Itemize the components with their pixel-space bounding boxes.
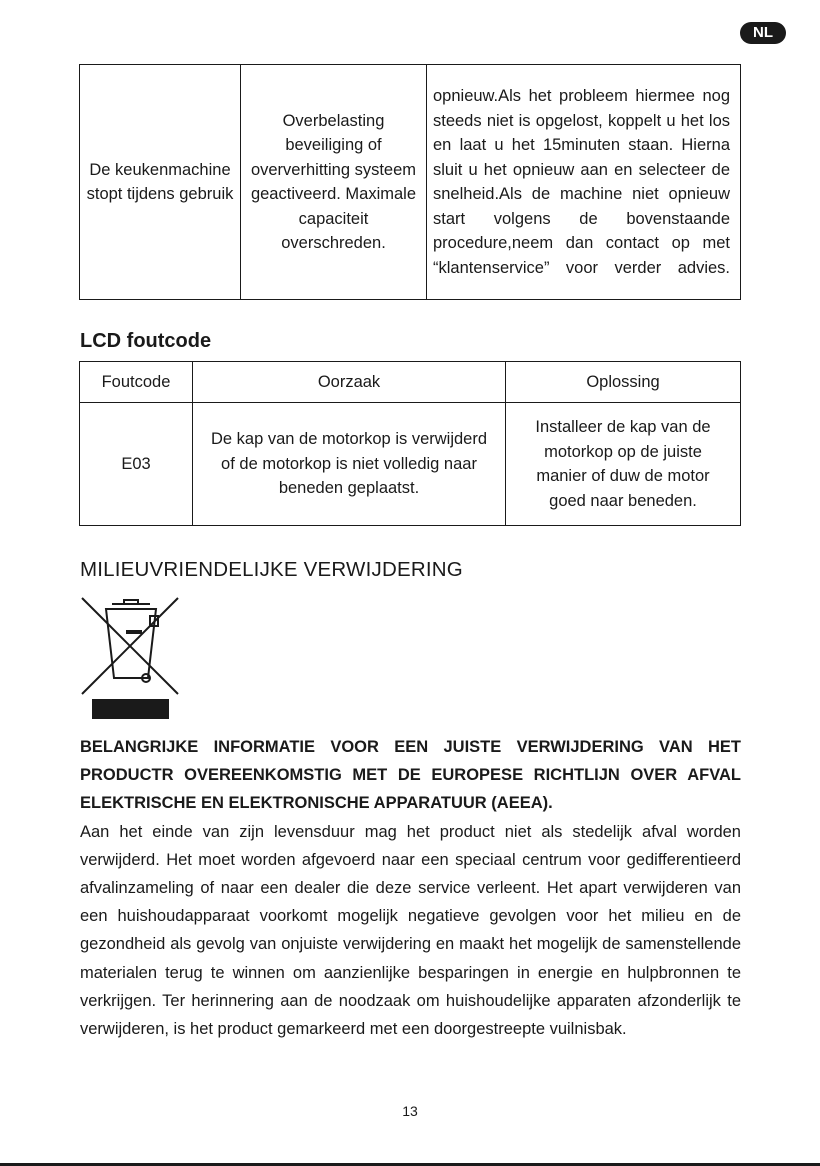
disposal-paragraph: Aan het einde van zijn levensduur mag het product niet als stedelijk afval worden verwijderd. Het moet worden afgevoerd naar een speciaal centrum voor gedifferentieerd afvalinzameling of naar een dealer die deze service verleent. Het apart verwijderen van een huishoudapparaat voorkomt mogelijk negatieve gevolgen voor het milieu en de gezondheid als gevolg van onjuiste verwijdering en maakt het mogelijk de samenstellende materialen terug te winnen om aanzienlijke besparingen in energie en hulpbronnen te verkrijgen. Ter herinnering aan de noodzaak om huishoudelijke apparaten afzonderlijk te verwijderen, is het product gemarkeerd met een doorgestreepte vuilnisbak. bbox=[80, 822, 741, 1039]
important-information: BELANGRIJKE INFORMATIE VOOR EEN JUISTE VERWIJDERING VAN HET PRODUCTR OVEREENKOMSTIG MET DE EUROPESE RICHTLIJN OVER AFVAL ELEKTRISCHE EN ELEKTRONISCHE APPARATUUR (AEEA). bbox=[80, 738, 741, 813]
problem-cell: De keukenmachine stopt tijdens gebruik bbox=[80, 65, 241, 300]
language-badge: NL bbox=[740, 22, 786, 44]
error-code-cell: E03 bbox=[80, 403, 193, 526]
lcd-error-table bbox=[79, 361, 741, 526]
troubleshooting-table bbox=[79, 64, 741, 300]
crossed-out-wheelie-bin-icon bbox=[80, 596, 180, 720]
disposal-heading: MILIEUVRIENDELIJKE VERWIJDERING bbox=[80, 558, 463, 581]
table-row bbox=[80, 65, 741, 300]
header-cause: Oorzaak bbox=[193, 362, 506, 403]
error-cause-cell: De kap van de motorkop is verwijderd of de motorkop is niet volledig naar beneden geplaatst. bbox=[193, 403, 506, 526]
header-error-code: Foutcode bbox=[80, 362, 193, 403]
lcd-error-code-heading: LCD foutcode bbox=[80, 330, 212, 352]
disposal-text bbox=[80, 733, 741, 1043]
table-header-row bbox=[80, 362, 741, 403]
error-solution-cell: Installeer de kap van de motorkop op de juiste manier of duw de motor goed naar beneden. bbox=[506, 403, 741, 526]
page-number: 13 bbox=[402, 1103, 418, 1119]
table-row bbox=[80, 403, 741, 526]
header-solution: Oplossing bbox=[506, 362, 741, 403]
cause-cell: Overbelasting beveiliging of oververhitting systeem geactiveerd. Maximale capaciteit overschreden. bbox=[241, 65, 427, 300]
solution-cell: opnieuw.Als het probleem hiermee nog steeds niet is opgelost, koppelt u het los en laat u het 15minuten staan. Hierna sluit u het opnieuw aan en selecteer de snelheid.Als de machine niet opnieuw start volgens de bovenstaande procedure,neem dan contact op met “klantenservice” voor verder advies. bbox=[427, 65, 741, 300]
